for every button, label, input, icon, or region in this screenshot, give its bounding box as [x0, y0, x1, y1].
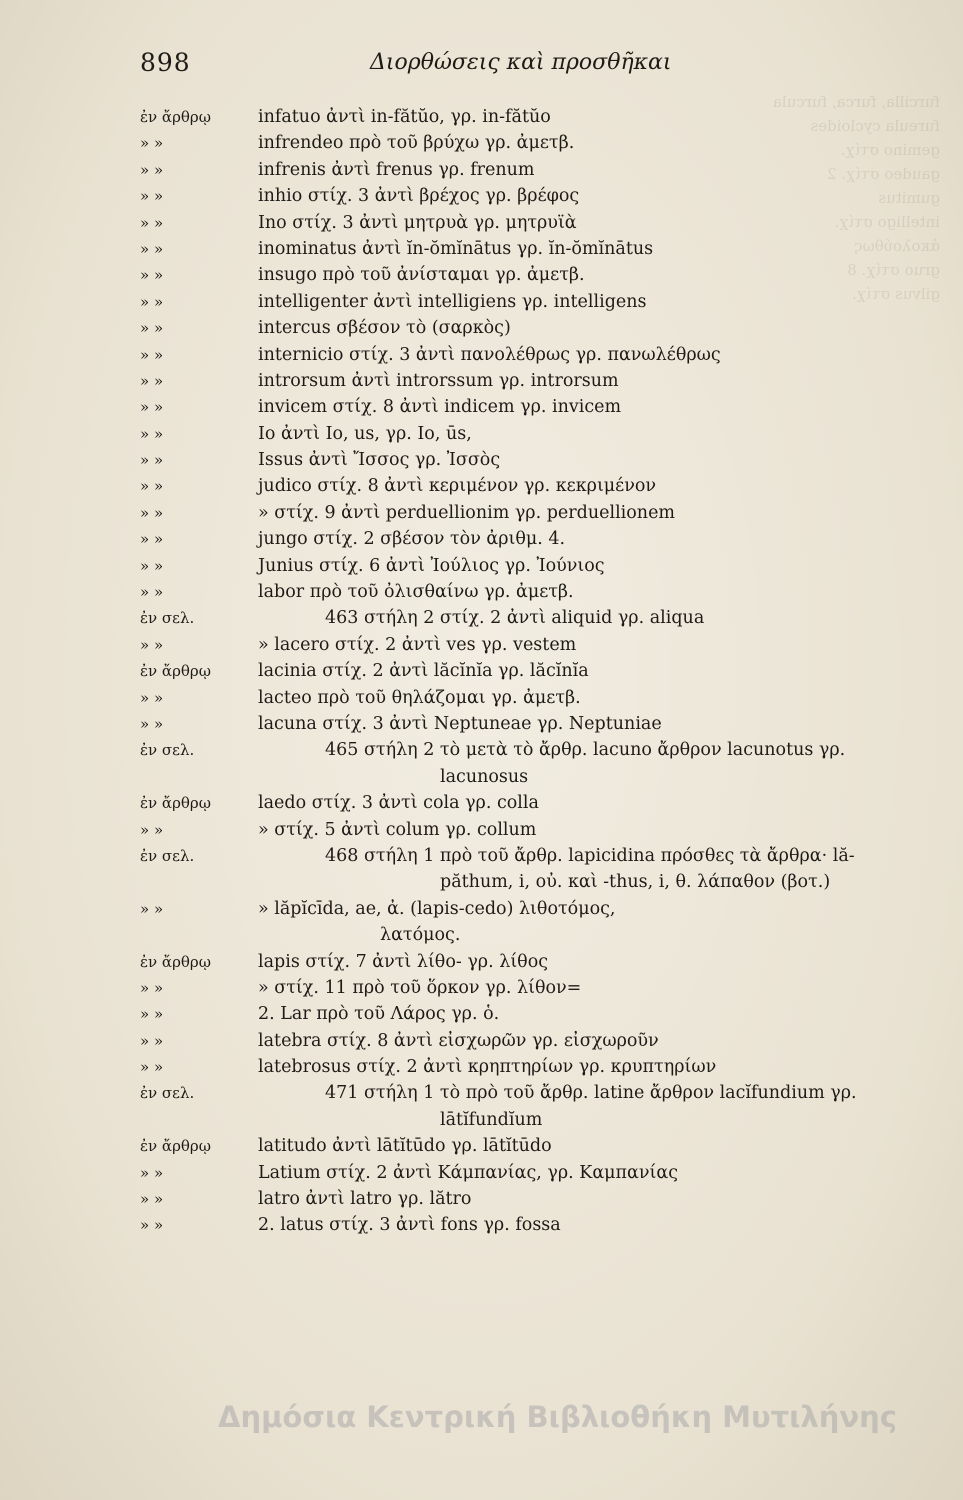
entry-location: » » — [140, 292, 164, 311]
entry-text: lacunosus — [440, 766, 529, 787]
entry-location: » » — [140, 556, 164, 575]
errata-entry — [140, 289, 930, 315]
errata-entry — [140, 685, 930, 711]
entry-location: ἐν ἄρθρῳ — [140, 662, 211, 681]
entry-text: labor πρὸ τοῦ ὀλισθαίνω γρ. ἀμετβ. — [258, 582, 574, 603]
entry-text: invicem στίχ. 8 ἀντὶ indicem γρ. invicem — [258, 397, 622, 418]
entry-text: lacuna στίχ. 3 ἀντὶ Neptuneae γρ. Neptuniae — [258, 713, 662, 734]
entry-text: laedo στίχ. 3 ἀντὶ cola γρ. colla — [258, 793, 539, 814]
errata-entry — [140, 104, 930, 130]
entry-location: » » — [140, 1190, 164, 1209]
entry-text: 2. Lar πρὸ τοῦ Λάρος γρ. ὁ. — [258, 1004, 500, 1025]
errata-entry — [140, 949, 930, 975]
entry-text: judico στίχ. 8 ἀντὶ κεριμένον γρ. κεκριμένον — [258, 476, 657, 497]
errata-entry — [140, 658, 930, 684]
errata-list — [140, 104, 930, 1404]
entry-text: insugo πρὸ τοῦ ἀνίσταμαι γρ. ἀμετβ. — [258, 265, 585, 286]
page-header — [140, 48, 860, 88]
errata-entry — [140, 183, 930, 209]
entry-text: » στίχ. 9 ἀντὶ perduellionim γρ. perduellionem — [258, 502, 676, 523]
entry-text: latitudo ἀντὶ lātĭtūdo γρ. lātĭtūdo — [258, 1136, 552, 1157]
errata-entry — [140, 632, 930, 658]
errata-entry — [140, 764, 930, 790]
entry-location: » » — [140, 583, 164, 602]
entry-location: » » — [140, 160, 164, 179]
entry-location: » » — [140, 714, 164, 733]
entry-text: latro ἀντὶ latro γρ. lătro — [258, 1189, 472, 1210]
entry-text: 468 στήλη 1 πρὸ τοῦ ἄρθρ. lapicidina πρόσθες τὰ ἄρθρα· lă- — [325, 845, 855, 866]
entry-text: 463 στήλη 2 στίχ. 2 ἀντὶ aliquid γρ. aliqua — [325, 608, 705, 629]
entry-text: infatuo ἀντὶ in-fătŭo, γρ. in-fătŭo — [258, 107, 551, 127]
errata-entry — [140, 368, 930, 394]
errata-entry — [140, 1001, 930, 1027]
entry-location: ἐν σελ. — [140, 846, 195, 865]
entry-location: » » — [140, 266, 164, 285]
entry-text: » lăpĭcīda, ae, ἀ. (lapis-cedo) λιθοτόμος, — [258, 898, 616, 919]
entry-text: λατόμος. — [380, 925, 461, 946]
errata-entry — [140, 342, 930, 368]
entry-text: Ino στίχ. 3 ἀντὶ μητρυὰ γρ. μητρυϊὰ — [258, 212, 577, 233]
entry-text: inhio στίχ. 3 ἀντὶ βρέχος γρ. βρέφος — [258, 186, 580, 207]
errata-entry — [140, 553, 930, 579]
entry-text: inominatus ἀντὶ ĭn-ŏmĭnātus γρ. ĭn-ŏmĭnātus — [258, 238, 654, 259]
entry-text: latebrosus στίχ. 2 ἀντὶ κρηπτηρίων γρ. κρυπτηρίων — [258, 1057, 717, 1078]
errata-entry — [140, 500, 930, 526]
entry-location: » » — [140, 451, 164, 470]
entry-location: » » — [140, 1005, 164, 1024]
entry-location: » » — [140, 319, 164, 338]
errata-entry — [140, 130, 930, 156]
entry-location: » » — [140, 530, 164, 549]
errata-entry — [140, 394, 930, 420]
page-number: 898 — [140, 48, 191, 77]
entry-text: 465 στήλη 2 τὸ μετὰ τὸ ἄρθρ. lacuno ἄρθρον lacunotus γρ. — [325, 740, 846, 761]
entry-text: Latium στίχ. 2 ἀντὶ Κάμπανίας, γρ. Καμπανίας — [258, 1162, 678, 1183]
entry-text: infrendeo πρὸ τοῦ βρύχω γρ. ἀμετβ. — [258, 133, 575, 154]
errata-entry — [140, 605, 930, 631]
entry-location: ἐν ἄρθρῳ — [140, 952, 211, 971]
errata-entry — [140, 526, 930, 552]
entry-location: » » — [140, 213, 164, 232]
entry-text: introrsum ἀντὶ introrssum γρ. introrsum — [258, 370, 619, 391]
entry-location: » » — [140, 1031, 164, 1050]
entry-location: » » — [140, 1163, 164, 1182]
errata-entry — [140, 896, 930, 922]
errata-entry — [140, 315, 930, 341]
running-head: Διορθώσεις καὶ προσθῆκαι — [370, 50, 672, 75]
errata-entry — [140, 1186, 930, 1212]
entry-text: » lacero στίχ. 2 ἀντὶ ves γρ. vestem — [258, 634, 577, 655]
entry-text: lacteo πρὸ τοῦ θηλάζομαι γρ. ἀμετβ. — [258, 687, 581, 708]
entry-location: » » — [140, 239, 164, 258]
entry-location: » » — [140, 899, 164, 918]
errata-entry — [140, 1080, 930, 1106]
errata-entry — [140, 236, 930, 262]
entry-location: » » — [140, 134, 164, 153]
entry-location: ἐν ἄρθρῳ — [140, 108, 211, 126]
errata-entry — [140, 817, 930, 843]
errata-entry — [140, 1212, 930, 1238]
entry-text: jungo στίχ. 2 σβέσον τὸν ἀριθμ. 4. — [258, 529, 566, 550]
entry-location: » » — [140, 1216, 164, 1235]
errata-entry — [140, 1028, 930, 1054]
entry-text: latebra στίχ. 8 ἀντὶ εἰσχωρῶν γρ. εἰσχωροῦν — [258, 1030, 659, 1051]
entry-text: internicio στίχ. 3 ἀντὶ πανολέθρως γρ. πανωλέθρως — [258, 344, 721, 365]
entry-text: lapis στίχ. 7 ἀντὶ λίθο- γρ. λίθος — [258, 951, 549, 972]
entry-location: » » — [140, 820, 164, 839]
entry-text: lacinia στίχ. 2 ἀντὶ lăcĭnĭa γρ. lăcĭnĭa — [258, 661, 589, 682]
errata-entry — [140, 790, 930, 816]
errata-entry — [140, 869, 930, 895]
errata-entry — [140, 579, 930, 605]
errata-entry — [140, 1160, 930, 1186]
entry-location: » » — [140, 503, 164, 522]
errata-entry — [140, 1133, 930, 1159]
entry-location: » » — [140, 187, 164, 206]
entry-location: » » — [140, 978, 164, 997]
entry-location: ἐν ἄρθρῳ — [140, 1137, 211, 1156]
entry-text: păthum, i, οὐ. καὶ -thus, i, θ. λάπαθον (βοτ.) — [440, 872, 831, 893]
entry-text: » στίχ. 11 πρὸ τοῦ ὅρκον γρ. λίθον= — [258, 977, 582, 998]
entry-location: » » — [140, 635, 164, 654]
errata-entry — [140, 975, 930, 1001]
entry-location: ἐν ἄρθρῳ — [140, 794, 211, 813]
errata-entry — [140, 210, 930, 236]
errata-entry — [140, 447, 930, 473]
entry-text: intercus σβέσον τὸ (σαρκὸς) — [258, 318, 511, 339]
entry-text: Junius στίχ. 6 ἀντὶ Ἰούλιος γρ. Ἰούνιος — [258, 555, 605, 576]
entry-text: intelligenter ἀντὶ intelligiens γρ. intelligens — [258, 291, 647, 312]
errata-entry — [140, 711, 930, 737]
entry-location: » » — [140, 345, 164, 364]
entry-location: » » — [140, 1058, 164, 1077]
entry-location: » » — [140, 688, 164, 707]
entry-text: 471 στήλη 1 τὸ πρὸ τοῦ ἄρθρ. latine ἄρθρον lacĭfundium γρ. — [325, 1083, 857, 1104]
errata-entry — [140, 262, 930, 288]
library-watermark: Δημόσια Κεντρική Βιβλιοθήκη Μυτιλήνης — [218, 1400, 898, 1434]
entry-text: Issus ἀντὶ Ἴσσος γρ. Ἰσσὸς — [258, 450, 501, 471]
errata-entry — [140, 157, 930, 183]
entry-location: » » — [140, 477, 164, 496]
entry-text: » στίχ. 5 ἀντὶ colum γρ. collum — [258, 819, 537, 840]
entry-location: » » — [140, 398, 164, 417]
errata-entry — [140, 922, 930, 948]
errata-entry — [140, 737, 930, 763]
errata-entry — [140, 473, 930, 499]
errata-entry — [140, 1054, 930, 1080]
entry-text: lātĭfundĭum — [440, 1109, 543, 1130]
entry-location: ἐν σελ. — [140, 1084, 195, 1103]
bleed-through-text: furcilla, furca, furcula fureula cycloides gemino στίχ. gaudeo στίχ. 2 gumitus intelligo στίχ. ἀκολούθως gruo στίχ. 8 gilvus στίχ. — [772, 93, 940, 303]
entry-location: ἐν σελ. — [140, 741, 195, 760]
entry-text: Io ἀντὶ Io, us, γρ. Io, ūs, — [258, 423, 472, 444]
errata-entry — [140, 843, 930, 869]
errata-entry — [140, 1107, 930, 1133]
entry-location: » » — [140, 424, 164, 443]
entry-location: ἐν σελ. — [140, 609, 195, 628]
errata-entry — [140, 421, 930, 447]
entry-text: infrenis ἀντὶ frenus γρ. frenum — [258, 159, 535, 180]
entry-location: » » — [140, 371, 164, 390]
entry-text: 2. latus στίχ. 3 ἀντὶ fons γρ. fossa — [258, 1215, 561, 1236]
